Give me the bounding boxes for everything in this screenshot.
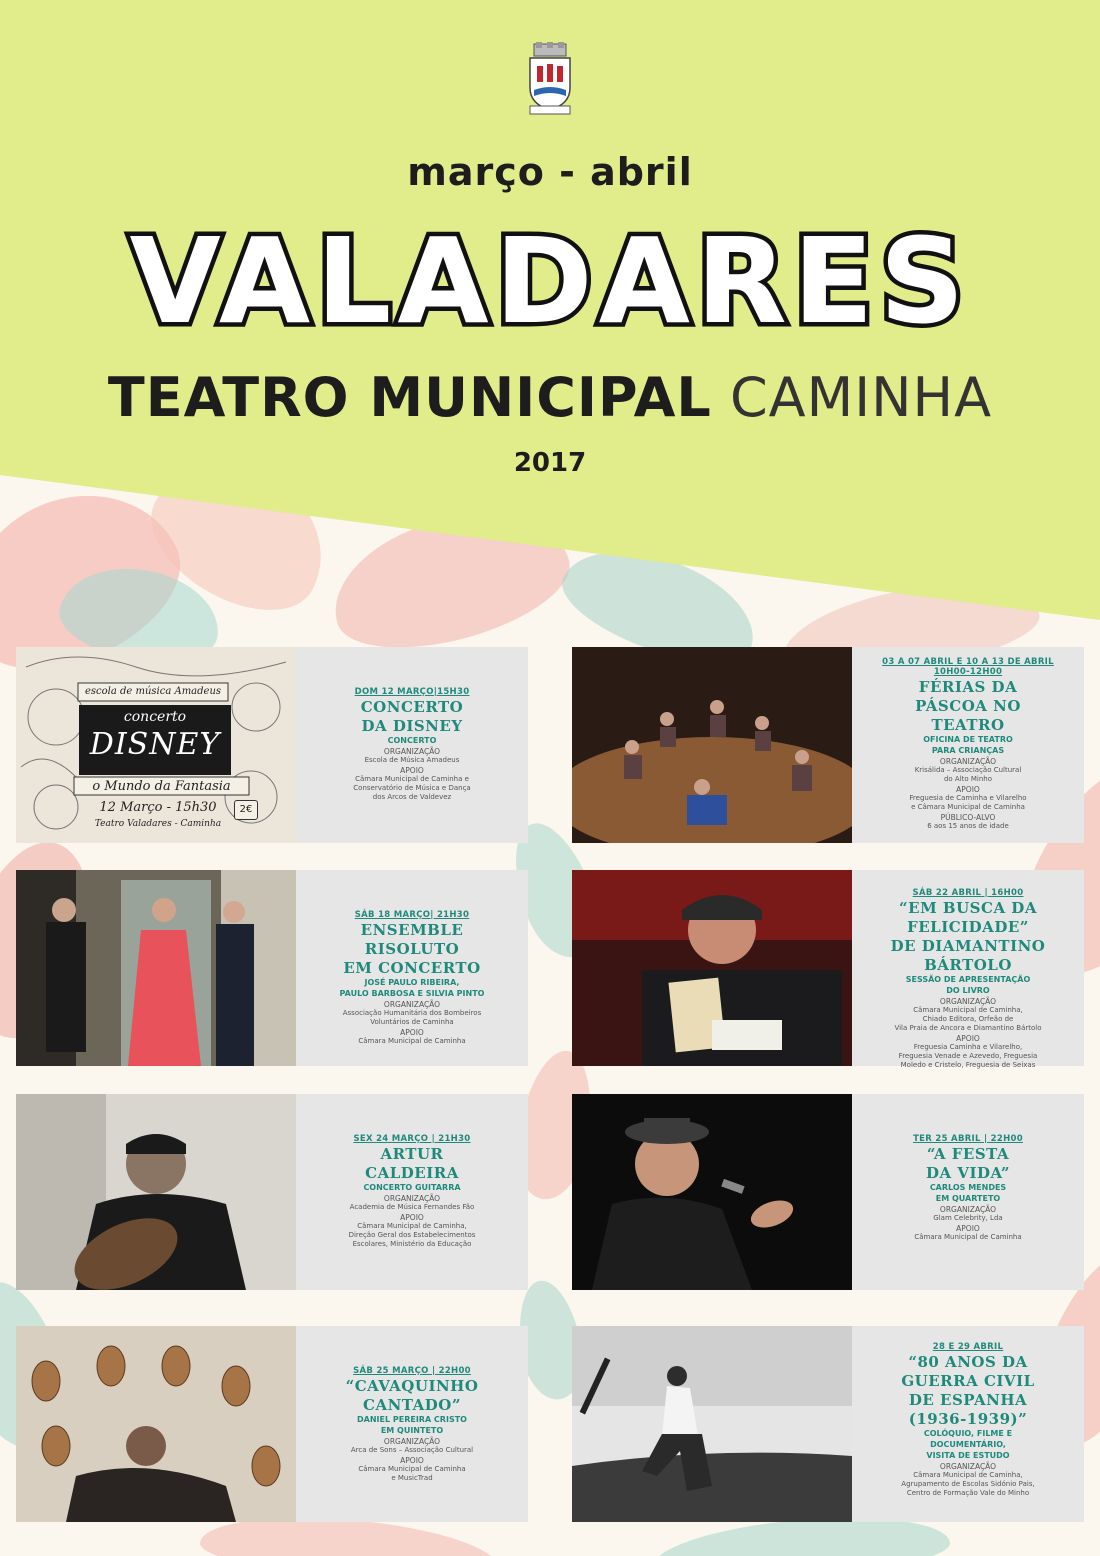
event-photo bbox=[16, 1094, 296, 1290]
detail-text: Freguesia Caminha e Vilarelho, bbox=[913, 1043, 1023, 1051]
event-title-line: “CAVAQUINHO bbox=[345, 1377, 479, 1395]
event-title-line: PÁSCOA NO bbox=[915, 697, 1021, 715]
detail-label: APOIO bbox=[400, 1213, 424, 1222]
poster-subtitle: o Mundo da Fantasia bbox=[92, 779, 231, 794]
detail-text: Centro de Formação Vale do Minho bbox=[906, 1489, 1030, 1497]
detail-text: Vila Praia de Ancora e Diamantino Bártolo bbox=[894, 1024, 1042, 1032]
event-card bbox=[572, 870, 1084, 1069]
event-date: 28 E 29 ABRIL bbox=[932, 1342, 1004, 1352]
event-type-line: CONCERTO GUITARRA bbox=[363, 1183, 461, 1192]
poster-price: 2€ bbox=[234, 800, 258, 820]
event-title-line: DE ESPANHA bbox=[908, 1391, 1028, 1409]
event-info bbox=[296, 1326, 528, 1522]
event-card bbox=[572, 647, 1084, 843]
detail-text: e MusicTrad bbox=[391, 1474, 433, 1482]
event-title-line: DE DIAMANTINO bbox=[890, 937, 1046, 955]
event-type-line: JOSÉ PAULO RIBEIRA, bbox=[364, 978, 460, 987]
detail-text: dos Arcos de Valdevez bbox=[372, 793, 452, 801]
event-title-line: ENSEMBLE bbox=[360, 921, 464, 939]
detail-label: APOIO bbox=[956, 1034, 980, 1043]
detail-text: Direção Geral dos Estabelecimentos bbox=[348, 1231, 476, 1239]
event-type-line: CONCERTO bbox=[387, 736, 437, 745]
event-type-line: SESSÃO DE APRESENTAÇÃO bbox=[905, 975, 1031, 984]
detail-label: ORGANIZAÇÃO bbox=[383, 1194, 441, 1203]
poster-concert: concerto bbox=[123, 709, 187, 725]
event-info bbox=[852, 870, 1084, 1069]
event-info bbox=[852, 1326, 1084, 1522]
detail-text: do Alto Minho bbox=[943, 775, 993, 783]
detail-text: Câmara Municipal de Caminha, bbox=[913, 1006, 1023, 1014]
event-date: SÁB 22 ABRIL | 16H00 bbox=[912, 888, 1024, 898]
detail-text: Moledo e Cristelo, Freguesia de Seixas bbox=[900, 1061, 1036, 1069]
detail-label: ORGANIZAÇÃO bbox=[383, 747, 441, 756]
event-info bbox=[852, 1094, 1084, 1290]
detail-text: Câmara Municipal de Caminha, bbox=[913, 1471, 1023, 1479]
event-title-line: CALDEIRA bbox=[365, 1164, 459, 1182]
detail-label: ORGANIZAÇÃO bbox=[939, 1205, 997, 1214]
event-title-line: “EM BUSCA DA bbox=[899, 899, 1037, 917]
event-info bbox=[296, 870, 528, 1066]
event-title-line: GUERRA CIVIL bbox=[901, 1372, 1035, 1390]
detail-text: Freguesia Venade e Azevedo, Freguesia bbox=[898, 1052, 1038, 1060]
event-type-line: DANIEL PEREIRA CRISTO bbox=[357, 1415, 467, 1424]
event-type-line: PAULO BARBOSA E SILVIA PINTO bbox=[339, 989, 485, 998]
event-title-line: FÉRIAS DA bbox=[918, 678, 1018, 696]
event-title-line: ARTUR bbox=[380, 1145, 444, 1163]
event-card bbox=[16, 870, 528, 1066]
event-type-line: PARA CRIANÇAS bbox=[931, 746, 1005, 755]
event-info bbox=[852, 647, 1084, 843]
detail-text: e Câmara Municipal de Caminha bbox=[911, 803, 1025, 811]
event-type-line: DOCUMENTÁRIO, bbox=[930, 1440, 1006, 1449]
detail-text: Associação Humanitária dos Bombeiros bbox=[342, 1009, 482, 1017]
event-type-line: DO LIVRO bbox=[946, 986, 990, 995]
detail-text: Câmara Municipal de Caminha bbox=[358, 1037, 466, 1045]
poster-when: 12 Março - 15h30 bbox=[99, 800, 217, 815]
detail-text: Glam Celebrity, Lda bbox=[933, 1214, 1003, 1222]
detail-label: APOIO bbox=[400, 1028, 424, 1037]
detail-text: Escola de Música Amadeus bbox=[364, 756, 460, 764]
event-type-line: CARLOS MENDES bbox=[929, 1183, 1007, 1192]
detail-label: ORGANIZAÇÃO bbox=[383, 1000, 441, 1009]
event-title-line: DA DISNEY bbox=[361, 717, 463, 735]
event-title-line: FELICIDADE” bbox=[907, 918, 1029, 936]
detail-text: Academia de Música Fernandes Fão bbox=[349, 1203, 475, 1211]
months-heading: março - abril bbox=[407, 150, 693, 194]
detail-label: ORGANIZAÇÃO bbox=[939, 1462, 997, 1471]
event-photo bbox=[16, 870, 296, 1066]
detail-text: Arca de Sons – Associação Cultural bbox=[350, 1446, 474, 1454]
event-title-line: BÁRTOLO bbox=[924, 956, 1012, 974]
event-type-line: EM QUINTETO bbox=[380, 1426, 444, 1435]
event-card bbox=[572, 1094, 1084, 1290]
event-photo bbox=[16, 1326, 296, 1522]
poster-where: Teatro Valadares - Caminha bbox=[94, 819, 222, 829]
event-date: SEX 24 MARÇO | 21H30 bbox=[353, 1134, 471, 1144]
event-title-line: “80 ANOS DA bbox=[908, 1353, 1028, 1371]
detail-text: Câmara Municipal de Caminha e bbox=[355, 775, 469, 783]
event-card bbox=[572, 1326, 1084, 1522]
event-photo bbox=[572, 1326, 852, 1522]
event-date: SÁB 18 MARÇO| 21H30 bbox=[354, 910, 470, 920]
event-type-line: EM QUARTETO bbox=[935, 1194, 1001, 1203]
detail-label: PÚBLICO-ALVO bbox=[940, 813, 996, 822]
detail-label: APOIO bbox=[400, 766, 424, 775]
event-type-line: VISITA DE ESTUDO bbox=[926, 1451, 1010, 1460]
event-title-line: RISOLUTO bbox=[364, 940, 460, 958]
detail-label: APOIO bbox=[956, 1224, 980, 1233]
detail-label: ORGANIZAÇÃO bbox=[939, 757, 997, 766]
event-type-line: OFICINA DE TEATRO bbox=[923, 735, 1013, 744]
year-label: 2017 bbox=[513, 448, 587, 478]
detail-text: Conservatório de Música e Dança bbox=[353, 784, 471, 792]
event-card bbox=[16, 1326, 528, 1522]
poster-brand: DISNEY bbox=[89, 727, 221, 762]
detail-text: Escolares, Ministério da Educação bbox=[352, 1240, 472, 1248]
detail-text: Chiado Editora, Orfeão de bbox=[922, 1015, 1014, 1023]
subtitle-light: CAMINHA bbox=[729, 366, 993, 429]
venue-subtitle bbox=[0, 366, 1100, 429]
event-card bbox=[16, 1094, 528, 1290]
venue-title: VALADARES bbox=[129, 212, 971, 350]
detail-text: 6 aos 15 anos de idade bbox=[927, 822, 1009, 830]
municipal-crest-icon bbox=[524, 42, 576, 116]
event-title-line: DA VIDA” bbox=[925, 1164, 1011, 1182]
event-title-line: (1936-1939)” bbox=[908, 1410, 1028, 1428]
event-photo bbox=[572, 1094, 852, 1290]
event-photo bbox=[572, 647, 852, 843]
event-date: 03 A 07 ABRIL E 10 A 13 DE ABRIL 10H00-12H00 bbox=[882, 657, 1054, 677]
detail-text: Câmara Municipal de Caminha bbox=[358, 1465, 466, 1473]
event-card bbox=[16, 647, 528, 843]
detail-label: ORGANIZAÇÃO bbox=[383, 1437, 441, 1446]
detail-label: APOIO bbox=[400, 1456, 424, 1465]
event-type-line: COLÓQUIO, FILME E bbox=[923, 1429, 1013, 1438]
detail-text: Câmara Municipal de Caminha, bbox=[357, 1222, 467, 1230]
detail-text: Freguesia de Caminha e Vilarelho bbox=[909, 794, 1027, 802]
event-title-line: TEATRO bbox=[931, 716, 1005, 734]
event-photo bbox=[16, 647, 296, 843]
detail-label: ORGANIZAÇÃO bbox=[939, 997, 997, 1006]
event-date: SÁB 25 MARÇO | 22H00 bbox=[353, 1366, 471, 1376]
event-title-line: EM CONCERTO bbox=[343, 959, 481, 977]
event-date: TER 25 ABRIL | 22H00 bbox=[913, 1134, 1023, 1144]
event-title-line: CANTADO” bbox=[363, 1396, 461, 1414]
event-info bbox=[296, 1094, 528, 1290]
detail-text: Krisálida – Associação Cultural bbox=[914, 766, 1022, 774]
subtitle-strong: TEATRO MUNICIPAL bbox=[107, 366, 712, 429]
detail-text: Câmara Municipal de Caminha bbox=[914, 1233, 1022, 1241]
poster-school: escola de música Amadeus bbox=[84, 686, 222, 697]
event-title-line: CONCERTO bbox=[360, 698, 464, 716]
event-info bbox=[296, 647, 528, 843]
event-date: DOM 12 MARÇO|15H30 bbox=[354, 687, 470, 697]
detail-label: APOIO bbox=[956, 785, 980, 794]
event-photo bbox=[572, 870, 852, 1066]
detail-text: Agrupamento de Escolas Sidónio Pais, bbox=[901, 1480, 1035, 1488]
detail-text: Voluntários de Caminha bbox=[370, 1018, 454, 1026]
event-title-line: “A FESTA bbox=[926, 1145, 1010, 1163]
